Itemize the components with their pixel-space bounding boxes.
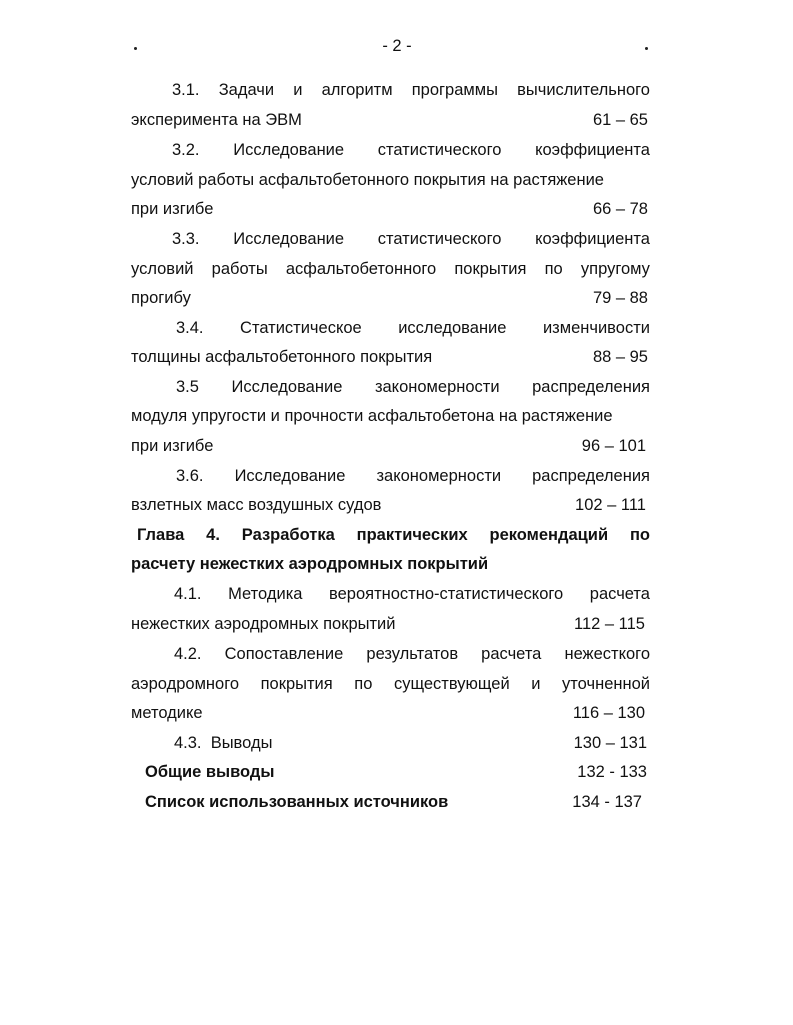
word: уточненной bbox=[562, 675, 650, 693]
word: программы bbox=[411, 81, 498, 99]
word: Статистическое bbox=[240, 319, 362, 337]
toc-entry-3-3-line3: прогибу bbox=[131, 289, 191, 307]
word: Глава bbox=[137, 526, 185, 544]
toc-entry-3-1-pages: 61 – 65 bbox=[592, 111, 648, 129]
word: 3.4. bbox=[176, 319, 204, 337]
word: по bbox=[354, 675, 373, 693]
toc-entry-4-3-pages: 130 – 131 bbox=[573, 734, 647, 752]
toc-entry-conclusions-pages: 132 - 133 bbox=[577, 763, 647, 781]
word: 3.6. bbox=[176, 467, 204, 485]
word: коэффициента bbox=[535, 230, 650, 248]
word: закономерности bbox=[376, 467, 502, 485]
word: рекомендаций bbox=[489, 526, 609, 544]
toc-entry-3-5-line3: при изгибе bbox=[131, 437, 214, 455]
toc-entry-3-3-line1 bbox=[172, 229, 650, 249]
word: статистического bbox=[377, 141, 502, 159]
word: аэродромного bbox=[131, 675, 240, 693]
word: 4. bbox=[206, 526, 220, 544]
word: результатов bbox=[366, 645, 459, 663]
chapter-4-title-line2: расчету нежестких аэродромных покрытий bbox=[131, 555, 489, 573]
toc-entry-3-6-line1 bbox=[176, 466, 650, 486]
word: по bbox=[629, 526, 650, 544]
page-number: - 2 - bbox=[382, 37, 412, 55]
word: расчета bbox=[481, 645, 542, 663]
toc-entry-3-4-line2: толщины асфальтобетонного покрытия bbox=[131, 348, 433, 366]
word: Исследование bbox=[234, 467, 346, 485]
toc-entry-3-1-line2: эксперимента на ЭВМ bbox=[131, 111, 302, 129]
toc-entry-3-5-line2: модуля упругости и прочности асфальтобетона на растяжение bbox=[131, 407, 613, 425]
word: Исследование bbox=[231, 378, 343, 396]
word: 4.2. bbox=[174, 645, 202, 663]
toc-entry-3-5-pages: 96 – 101 bbox=[581, 437, 646, 455]
word: Исследование bbox=[233, 230, 345, 248]
word: покрытия bbox=[454, 260, 527, 278]
toc-entry-4-2-line2 bbox=[131, 674, 650, 694]
word: 3.1. bbox=[172, 81, 200, 99]
toc-entry-4-2-line3: методике bbox=[131, 704, 203, 722]
word: закономерности bbox=[374, 378, 500, 396]
word: Разработка bbox=[241, 526, 335, 544]
word: покрытия bbox=[260, 675, 333, 693]
word: Задачи bbox=[218, 81, 275, 99]
word: распределения bbox=[532, 378, 650, 396]
word: нежесткого bbox=[564, 645, 650, 663]
word: 4.1. bbox=[174, 585, 202, 603]
toc-entry-4-1-pages: 112 – 115 bbox=[574, 615, 645, 633]
word: статистического bbox=[377, 230, 502, 248]
toc-entry-3-2-line1 bbox=[172, 140, 650, 160]
toc-entry-3-6-line2: взлетных масс воздушных судов bbox=[131, 496, 382, 514]
toc-entry-3-4-line1 bbox=[176, 318, 650, 338]
toc-entry-references-pages: 134 - 137 bbox=[572, 793, 642, 811]
word: по bbox=[544, 260, 563, 278]
toc-entry-3-3-line2 bbox=[131, 259, 650, 279]
toc-entry-4-2-pages: 116 – 130 bbox=[572, 704, 645, 722]
word: существующей bbox=[393, 675, 510, 693]
toc-entry-conclusions-title: Общие выводы bbox=[145, 763, 275, 781]
toc-entry-3-6-pages: 102 – 111 bbox=[575, 496, 646, 514]
word: 3.2. bbox=[172, 141, 200, 159]
toc-entry-4-2-line1 bbox=[174, 644, 650, 664]
word: коэффициента bbox=[535, 141, 650, 159]
toc-entry-3-2-line2: условий работы асфальтобетонного покрытия на растяжение bbox=[131, 171, 604, 189]
word: и bbox=[293, 81, 303, 99]
scan-speck bbox=[645, 47, 648, 50]
word: вероятностно-статистического bbox=[329, 585, 564, 603]
chapter-4-title-line1 bbox=[137, 525, 650, 545]
word: работы bbox=[211, 260, 268, 278]
toc-entry-4-3-title: 4.3. Выводы bbox=[174, 734, 273, 752]
word: условий bbox=[131, 260, 194, 278]
word: и bbox=[531, 675, 541, 693]
word: исследование bbox=[398, 319, 507, 337]
toc-entry-3-2-pages: 66 – 78 bbox=[592, 200, 648, 218]
word: вычислительного bbox=[517, 81, 650, 99]
toc-entry-3-5-line1 bbox=[176, 377, 650, 397]
word: алгоритм bbox=[321, 81, 393, 99]
word: Исследование bbox=[233, 141, 345, 159]
word: Методика bbox=[228, 585, 303, 603]
toc-entry-3-2-line3: при изгибе bbox=[131, 200, 214, 218]
word: 3.5 bbox=[176, 378, 199, 396]
word: расчета bbox=[589, 585, 650, 603]
word: асфальтобетонного bbox=[285, 260, 437, 278]
word: упругому bbox=[580, 260, 650, 278]
toc-entry-4-1-line1 bbox=[174, 584, 650, 604]
toc-entry-3-4-pages: 88 – 95 bbox=[592, 348, 648, 366]
toc-entry-4-1-line2: нежестких аэродромных покрытий bbox=[131, 615, 396, 633]
toc-entry-references-title: Список использованных источников bbox=[145, 793, 449, 811]
word: 3.3. bbox=[172, 230, 200, 248]
word: Сопоставление bbox=[224, 645, 344, 663]
word: практических bbox=[356, 526, 468, 544]
toc-entry-3-1-line1 bbox=[172, 80, 650, 100]
word: распределения bbox=[532, 467, 650, 485]
word: изменчивости bbox=[542, 319, 650, 337]
toc-entry-3-3-pages: 79 – 88 bbox=[592, 289, 648, 307]
scan-speck bbox=[134, 47, 137, 50]
